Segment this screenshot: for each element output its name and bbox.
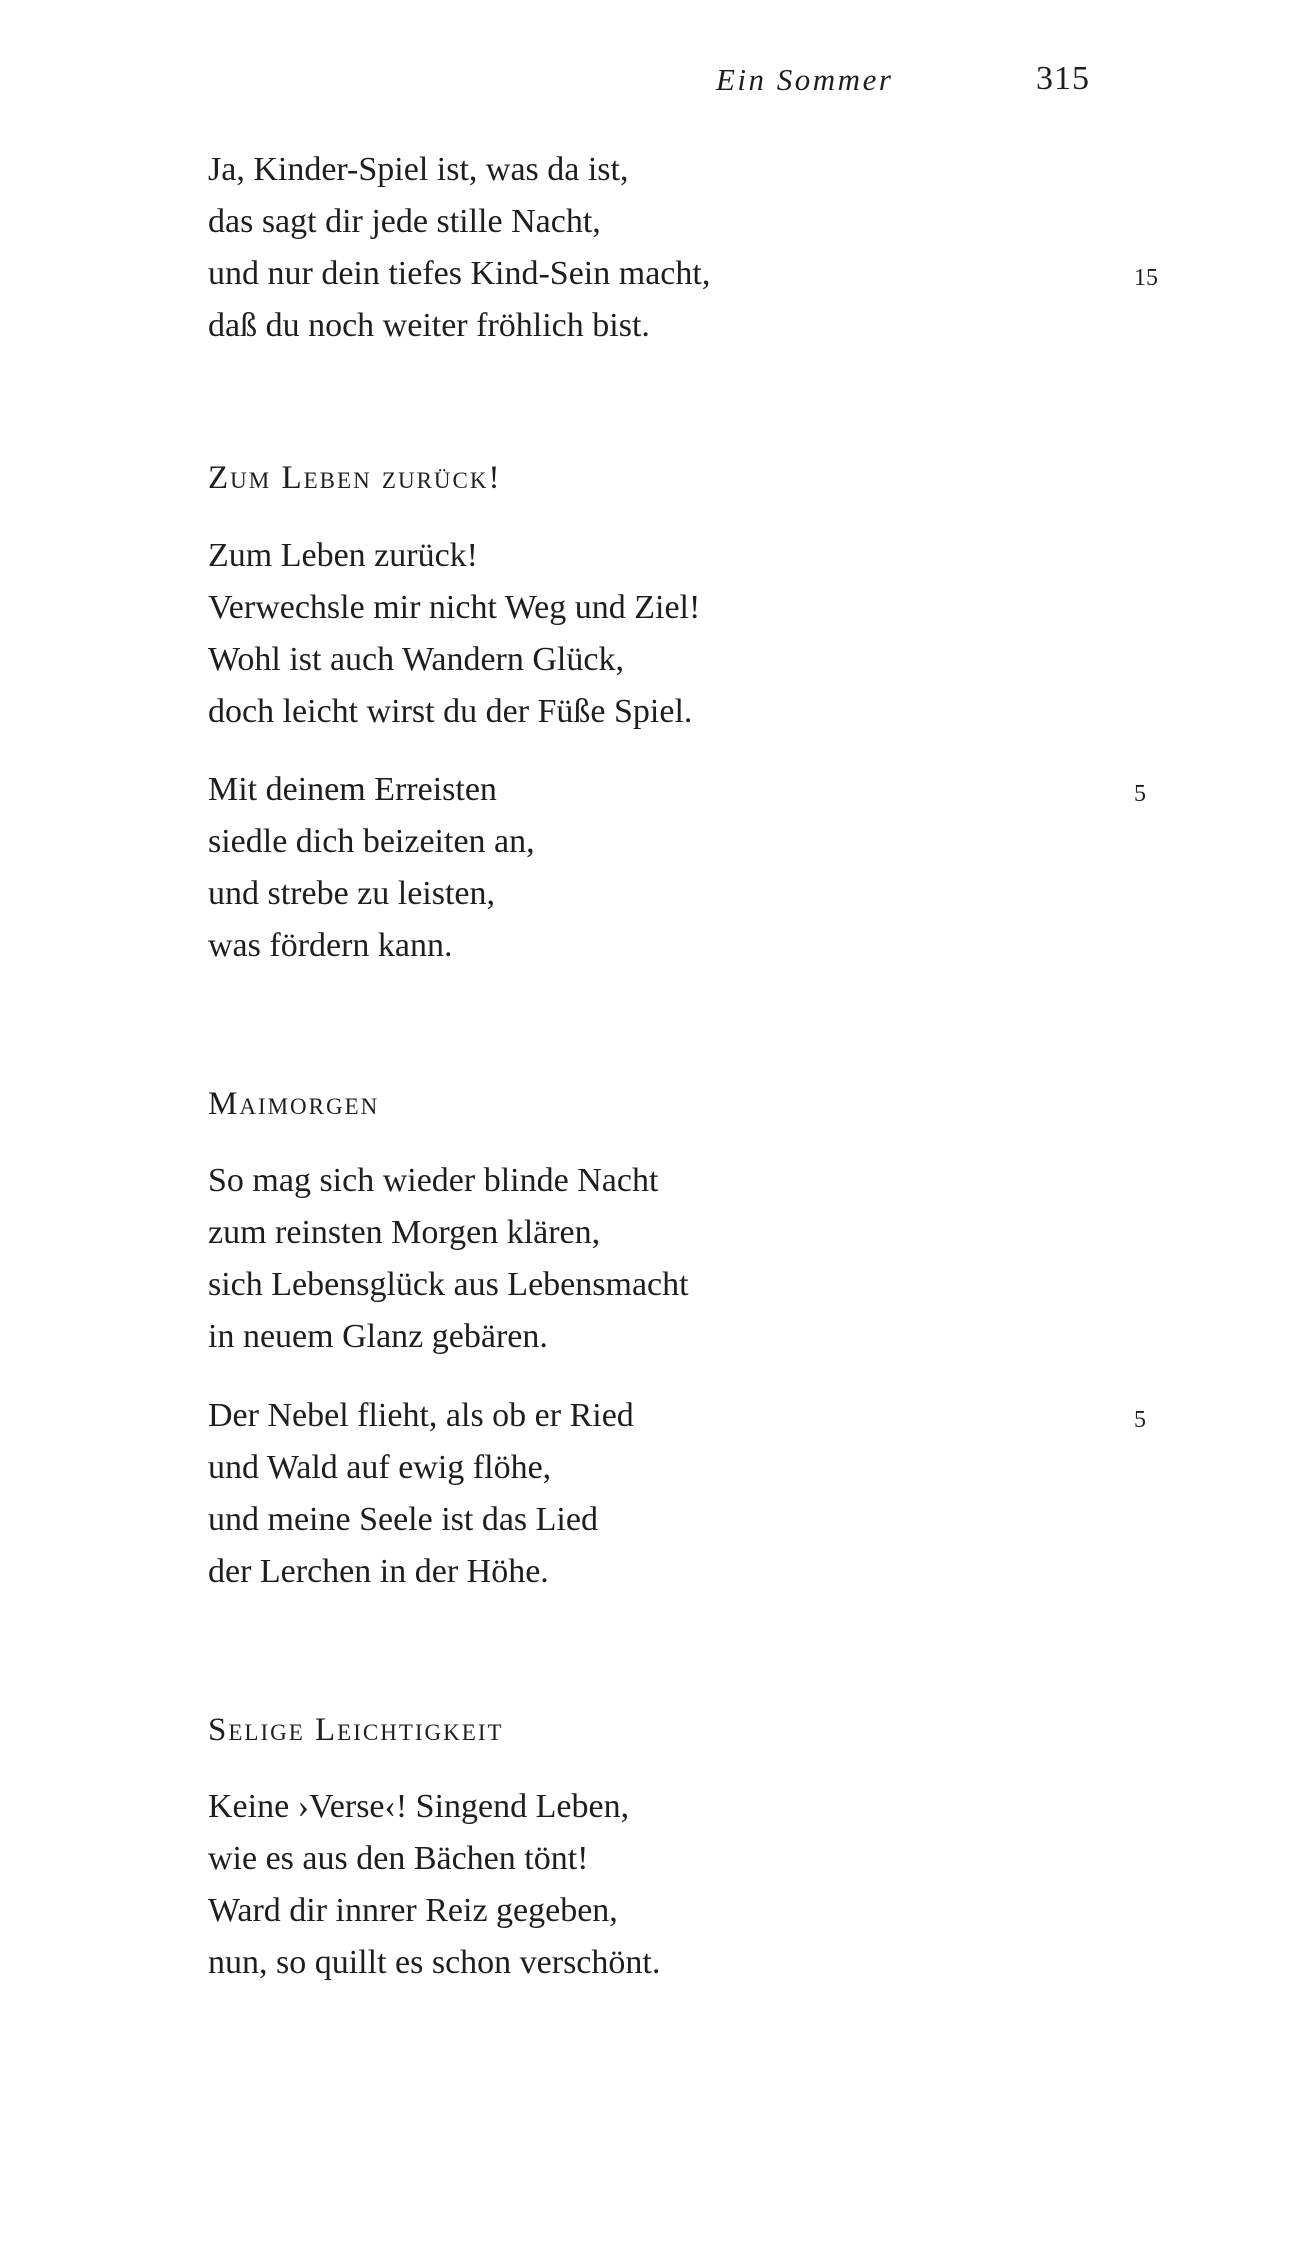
page-number: 315 xyxy=(1036,60,1090,97)
poem-title: Selige Leichtigkeit xyxy=(208,1712,504,1748)
poem-title: Zum Leben zurück! xyxy=(208,460,502,496)
verse-line: Zum Leben zurück! xyxy=(208,537,478,574)
verse-line: das sagt dir jede stille Nacht, xyxy=(208,203,601,240)
verse-line: Mit deinem Erreisten xyxy=(208,771,497,808)
verse-line: was fördern kann. xyxy=(208,927,453,964)
line-number: 5 xyxy=(1134,1407,1146,1433)
verse-line: und strebe zu leisten, xyxy=(208,875,496,912)
verse-line: Keine ›Verse‹! Singend Leben, xyxy=(208,1788,630,1825)
line-number: 5 xyxy=(1134,781,1146,807)
verse-line: und nur dein tiefes Kind-Sein macht, xyxy=(208,255,711,292)
verse-line: Ward dir innrer Reiz gegeben, xyxy=(208,1892,618,1929)
poem-title: Maimorgen xyxy=(208,1086,380,1122)
verse-line: nun, so quillt es schon verschönt. xyxy=(208,1944,661,1981)
verse-line: der Lerchen in der Höhe. xyxy=(208,1553,549,1590)
verse-line: und Wald auf ewig flöhe, xyxy=(208,1449,552,1486)
verse-line: Verwechsle mir nicht Weg und Ziel! xyxy=(208,589,701,626)
verse-line: So mag sich wieder blinde Nacht xyxy=(208,1162,659,1199)
verse-line: Wohl ist auch Wandern Glück, xyxy=(208,641,624,678)
running-title: Ein Sommer xyxy=(716,62,894,97)
verse-line: Der Nebel flieht, als ob er Ried xyxy=(208,1397,634,1434)
line-number: 15 xyxy=(1134,265,1158,291)
verse-line: zum reinsten Morgen klären, xyxy=(208,1214,601,1251)
verse-line: doch leicht wirst du der Füße Spiel. xyxy=(208,693,693,730)
verse-line: in neuem Glanz gebären. xyxy=(208,1318,548,1355)
verse-line: Ja, Kinder-Spiel ist, was da ist, xyxy=(208,151,629,188)
verse-line: wie es aus den Bächen tönt! xyxy=(208,1840,589,1877)
verse-line: und meine Seele ist das Lied xyxy=(208,1501,598,1538)
verse-line: daß du noch weiter fröhlich bist. xyxy=(208,307,650,344)
verse-line: siedle dich beizeiten an, xyxy=(208,823,535,860)
verse-line: sich Lebensglück aus Lebensmacht xyxy=(208,1266,689,1303)
